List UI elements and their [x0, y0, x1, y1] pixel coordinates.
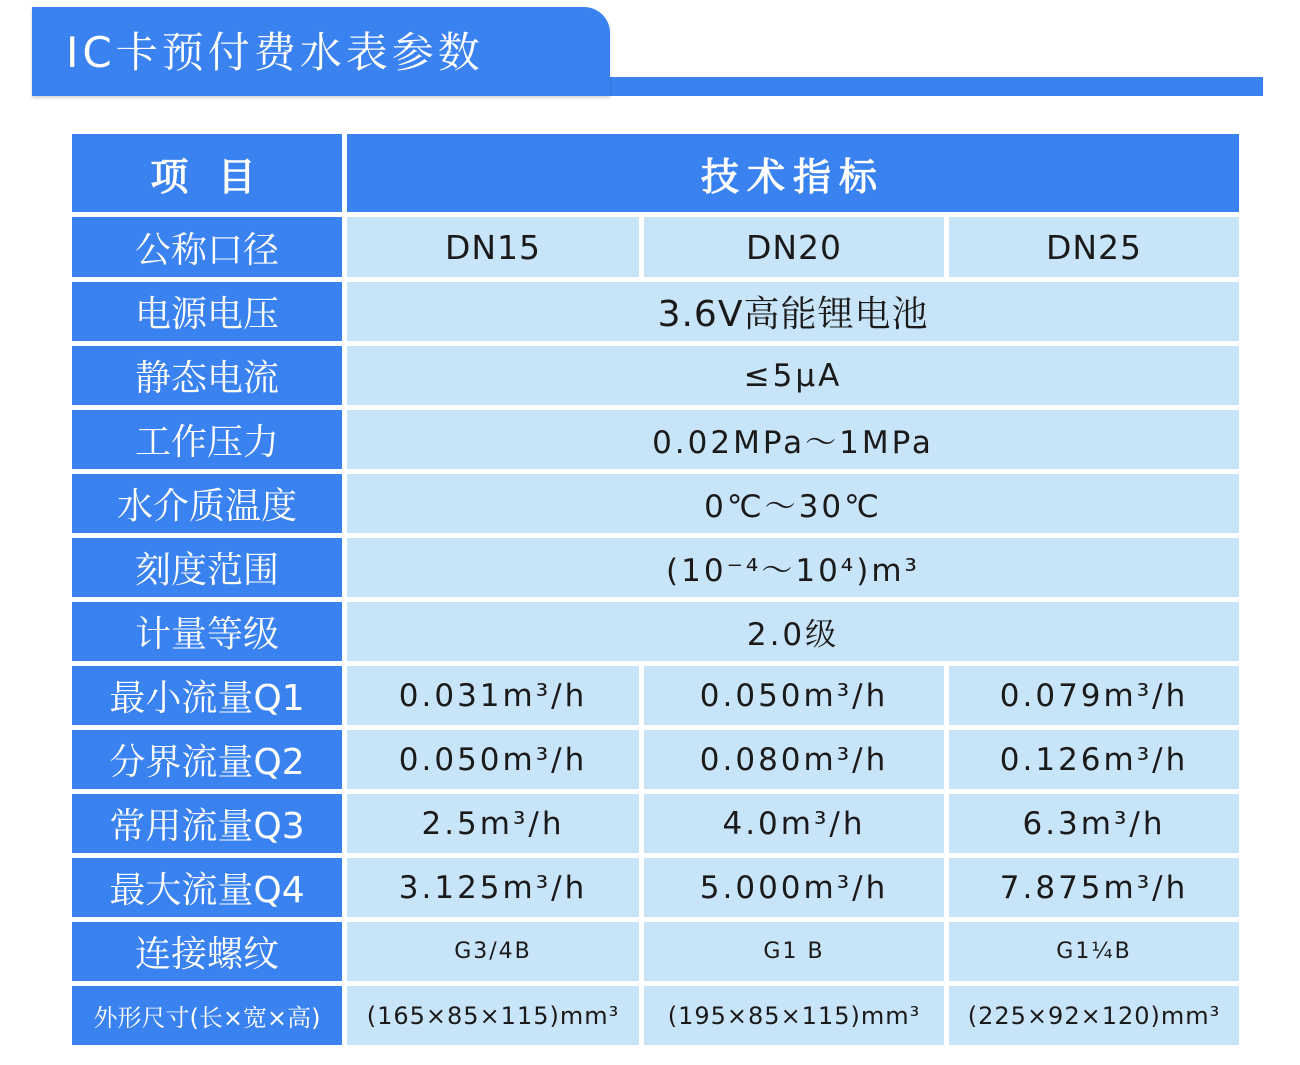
table-row [72, 217, 1239, 277]
page-title: IC卡预付费水表参数 [66, 28, 484, 77]
row-label: 常用流量Q3 [72, 794, 342, 853]
table-cell: 0.02MPa～1MPa [347, 410, 1239, 469]
table-row [72, 858, 1239, 917]
table-cell: 3.6V高能锂电池 [347, 282, 1239, 341]
table-cell: G1 B [644, 922, 944, 981]
table-row [72, 666, 1239, 725]
row-label: 公称口径 [72, 217, 342, 277]
column-header-spec: 技术指标 [347, 134, 1239, 212]
table-row [72, 730, 1239, 789]
table-cell: G3/4B [347, 922, 639, 981]
table-cell: 4.0m³/h [644, 794, 944, 853]
table-cell: 0.079m³/h [949, 666, 1239, 725]
table-row [72, 346, 1239, 405]
table-cell: DN25 [949, 217, 1239, 277]
table-cell: 2.5m³/h [347, 794, 639, 853]
table-header-row [72, 134, 1239, 212]
table-cell: 0.050m³/h [347, 730, 639, 789]
table-cell: (165×85×115)mm³ [347, 986, 639, 1045]
column-header-item: 项 目 [72, 134, 342, 212]
row-label: 最大流量Q4 [72, 858, 342, 917]
table-cell: (225×92×120)mm³ [949, 986, 1239, 1045]
table-cell: ≤5μA [347, 346, 1239, 405]
table-cell: 0.031m³/h [347, 666, 639, 725]
table-row [72, 602, 1239, 661]
row-label: 分界流量Q2 [72, 730, 342, 789]
table-cell: 0.080m³/h [644, 730, 944, 789]
table-cell: (10⁻⁴～10⁴)m³ [347, 538, 1239, 597]
row-label: 刻度范围 [72, 538, 342, 597]
table-cell: 2.0级 [347, 602, 1239, 661]
row-label: 工作压力 [72, 410, 342, 469]
table-row [72, 538, 1239, 597]
spec-table [67, 129, 1244, 1050]
table-cell: 6.3m³/h [949, 794, 1239, 853]
table-cell: 3.125m³/h [347, 858, 639, 917]
row-label: 连接螺纹 [72, 922, 342, 981]
table-row [72, 794, 1239, 853]
table-cell: (195×85×115)mm³ [644, 986, 944, 1045]
row-label: 水介质温度 [72, 474, 342, 533]
table-cell: 0.050m³/h [644, 666, 944, 725]
row-label: 静态电流 [72, 346, 342, 405]
table-cell: 7.875m³/h [949, 858, 1239, 917]
table-cell: 0.126m³/h [949, 730, 1239, 789]
table-row [72, 410, 1239, 469]
row-label: 电源电压 [72, 282, 342, 341]
table-cell: G1¼B [949, 922, 1239, 981]
table-row [72, 986, 1239, 1045]
table-row [72, 282, 1239, 341]
table-cell: 0℃～30℃ [347, 474, 1239, 533]
table-cell: DN20 [644, 217, 944, 277]
table-cell: 5.000m³/h [644, 858, 944, 917]
row-label: 外形尺寸(长×宽×高) [72, 986, 342, 1045]
row-label: 计量等级 [72, 602, 342, 661]
table-row [72, 474, 1239, 533]
row-label: 最小流量Q1 [72, 666, 342, 725]
table-row [72, 922, 1239, 981]
table-cell: DN15 [347, 217, 639, 277]
